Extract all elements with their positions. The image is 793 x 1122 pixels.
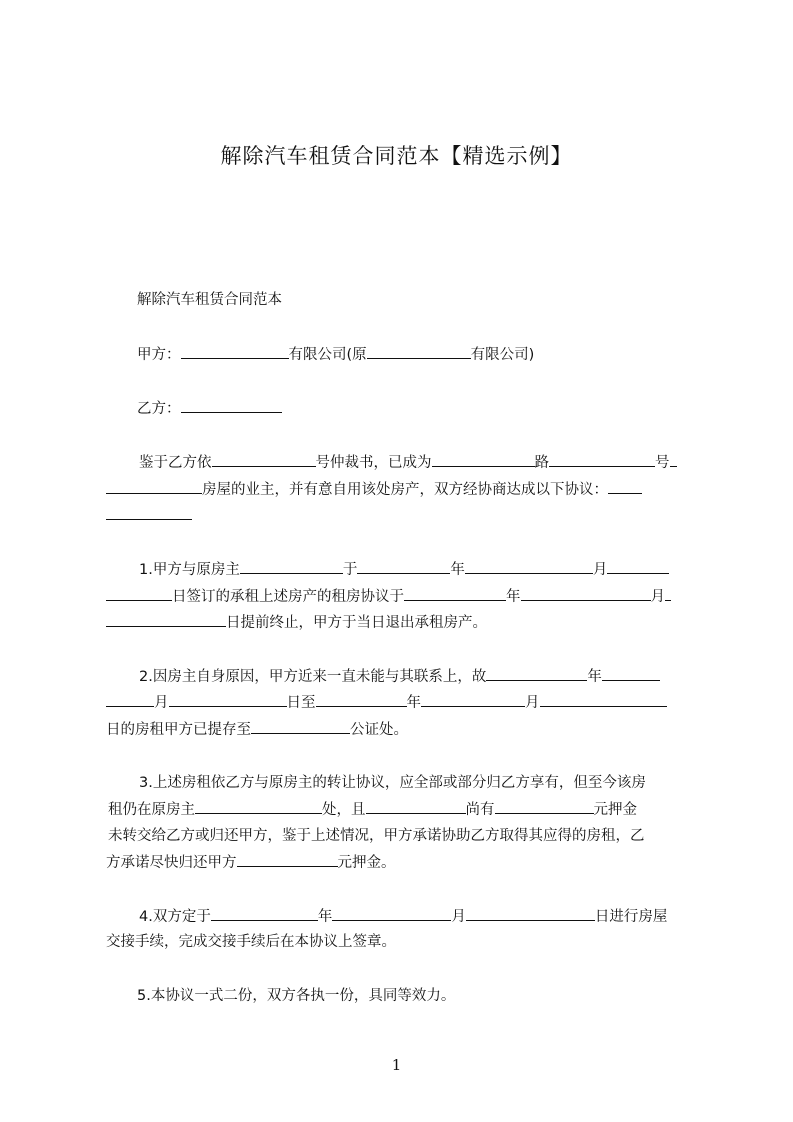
clause-text: 月 [592, 562, 608, 578]
blank-field [181, 398, 282, 413]
clause-2-line-3 [106, 719, 408, 740]
blank-field [486, 666, 587, 681]
party-b-label: 乙方： [137, 401, 181, 417]
clause-text: 元押金 [593, 802, 637, 818]
clause-3-line-2 [108, 799, 637, 820]
blank-field [106, 692, 154, 707]
blank-field [195, 799, 322, 814]
clause-text: 日提前终止，甲方于当日退出承租房产。 [226, 615, 487, 631]
intro-line-2 [106, 479, 642, 500]
page-number: 1 [391, 1056, 402, 1074]
blank-field [466, 906, 595, 921]
clause-5-line-1: 5.本协议一式二份，双方各执一份，具同等效力。 [137, 988, 456, 1004]
clause-text: 日签订的承租上述房产的租房协议于 [172, 589, 404, 605]
blank-field [212, 452, 316, 467]
clause-text: 方承诺尽快归还甲方 [106, 855, 237, 871]
party-a-end: 有限公司) [470, 347, 535, 363]
blank-field [367, 344, 471, 359]
clause-4-line-1 [139, 906, 667, 927]
blank-field [211, 906, 318, 921]
blank-field [316, 692, 407, 707]
clause-4-line-2: 交接手续，完成交接手续后在本协议上签章。 [106, 934, 396, 950]
intro-line-1 [139, 452, 677, 473]
clause-text: 4.双方定于 [139, 909, 211, 925]
party-a-label: 甲方： [137, 347, 181, 363]
clause-text: 日的房租甲方已提存至 [106, 722, 251, 738]
intro-text: 号仲裁书，已成为 [315, 455, 432, 471]
blank-field [495, 799, 594, 814]
clause-2-line-1 [139, 666, 660, 687]
blank-field [549, 452, 655, 467]
document-title: 解除汽车租赁合同范本【精选示例】 [220, 144, 573, 168]
blank-field [366, 799, 466, 814]
clause-text: 年 [450, 562, 465, 578]
clause-text: 处，且 [322, 802, 366, 818]
blank-field [169, 692, 287, 707]
party-a-line [137, 344, 534, 365]
blank-field [665, 586, 671, 601]
blank-field [670, 452, 677, 467]
clause-text: 月 [154, 695, 169, 711]
blank-field [106, 505, 192, 520]
clause-3-line-4 [106, 852, 396, 873]
clause-text: 年 [317, 909, 333, 925]
blank-field [602, 666, 660, 681]
blank-field [608, 479, 642, 494]
blank-field [237, 852, 338, 867]
clause-text: 元押金。 [337, 855, 396, 871]
blank-field [332, 906, 451, 921]
clause-text: 年 [587, 669, 602, 685]
clause-text: 月 [525, 695, 540, 711]
clause-text: 尚有 [465, 802, 495, 818]
clause-text: 月 [451, 909, 466, 925]
blank-field [357, 559, 450, 574]
blank-field [404, 586, 506, 601]
clause-text: 月 [650, 589, 665, 605]
clause-text: 年 [406, 695, 421, 711]
intro-text: 号 [655, 455, 670, 471]
blank-field [106, 612, 226, 627]
blank-field [432, 452, 535, 467]
blank-field [421, 692, 525, 707]
intro-text: 路 [534, 455, 549, 471]
clause-text: 日至 [286, 695, 316, 711]
clause-text: 年 [506, 589, 521, 605]
clause-text: 公证处。 [350, 722, 408, 738]
clause-text: 于 [342, 562, 358, 578]
intro-line-3 [106, 505, 192, 526]
clause-text: 租仍在原房主 [108, 802, 195, 818]
clause-1-line-1 [139, 559, 669, 580]
blank-field [106, 586, 172, 601]
blank-field [240, 559, 343, 574]
intro-text: 房屋的业主，并有意自用该处房产，双方经协商达成以下协议： [202, 482, 608, 498]
intro-text: 鉴于乙方依 [139, 455, 212, 471]
clause-1-line-2 [106, 586, 671, 607]
blank-field [106, 479, 202, 494]
blank-field [540, 692, 667, 707]
clause-text: 2.因房主自身原因，甲方近来一直未能与其联系上，故 [139, 669, 487, 685]
clause-text: 1.甲方与原房主 [139, 562, 240, 578]
clause-text: 日进行房屋 [594, 909, 668, 925]
clause-1-line-3 [106, 612, 487, 633]
blank-field [251, 719, 350, 734]
blank-field [607, 559, 669, 574]
clause-3-line-3: 未转交给乙方或归还甲方，鉴于上述情况，甲方承诺协助乙方取得其应得的房租，乙 [108, 828, 645, 844]
blank-field [521, 586, 651, 601]
blank-field [465, 559, 593, 574]
clause-2-line-2 [106, 692, 667, 713]
party-b-line [137, 398, 282, 419]
document-subtitle: 解除汽车租赁合同范本 [137, 292, 282, 308]
blank-field [181, 344, 289, 359]
clause-3-line-1: 3.上述房租依乙方与原房主的转让协议，应全部或部分归乙方享有，但至今该房 [139, 775, 646, 791]
party-a-mid: 有限公司(原 [288, 347, 367, 363]
